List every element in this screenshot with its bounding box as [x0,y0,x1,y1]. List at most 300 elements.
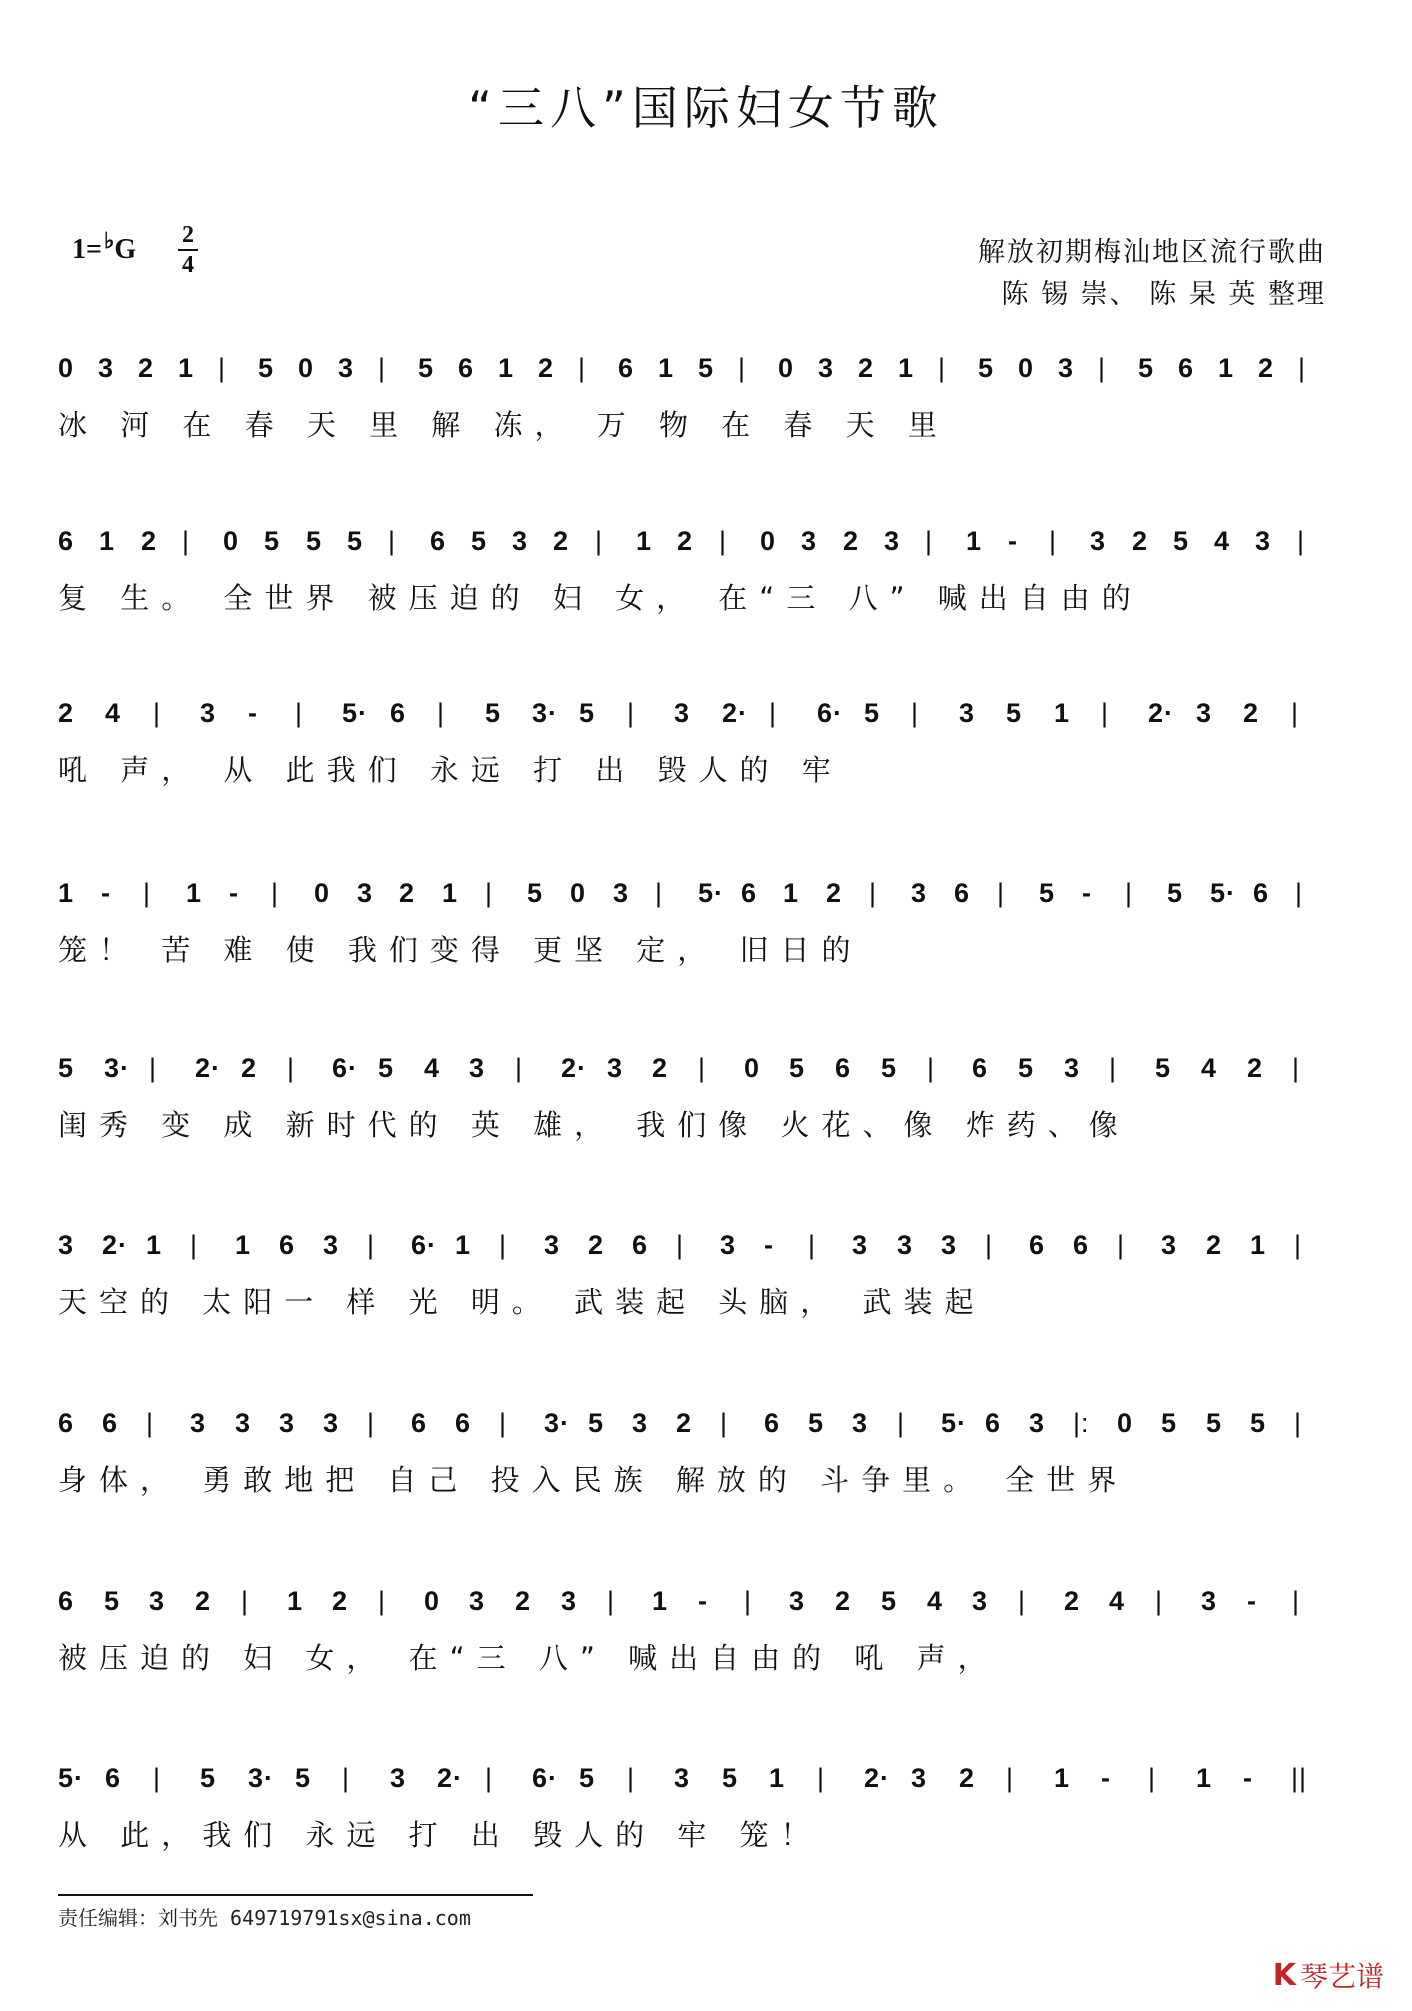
note: 5 [1250,1408,1267,1438]
note: 2 [1132,526,1149,556]
note: 3 [911,1763,928,1793]
flat-sign: ♭ [103,228,115,253]
note: 3 [512,526,529,556]
bar-line: | [627,698,636,728]
note: 2 [332,1586,349,1616]
note: 1 [455,1230,472,1260]
bar-line: | [720,1408,729,1438]
note: 3 [1058,353,1075,383]
bar-line: | [1117,1230,1126,1260]
bar-line: | [897,1408,906,1438]
note: 3 [190,1408,207,1438]
note: 6 [58,1408,75,1438]
key-signature [72,228,136,266]
note: 0 [570,878,587,908]
lyric-line: 从 此，我们 永远 打 出 毁人的 牢 笼！ [58,1818,822,1852]
note: 5 [485,698,502,728]
bar-line: | [869,878,878,908]
note: 6 [411,1408,428,1438]
note: - [764,1230,774,1260]
note: 6 [102,1408,119,1438]
note: 1 [178,353,195,383]
bar-line: | [1297,526,1306,556]
note: 5 [881,1586,898,1616]
notation-line [58,1222,1338,1282]
note: 3 [1201,1586,1218,1616]
note: - [1008,526,1018,556]
note: 6 [618,353,635,383]
note: 1 [1054,1763,1071,1793]
note: 3 [1196,698,1213,728]
bar-line: | [627,1763,636,1793]
bar-line: | [499,1408,508,1438]
bar-line: | [515,1053,524,1083]
note: 0 [1018,353,1035,383]
note: 1 [769,1763,786,1793]
note: 3 [818,353,835,383]
note: 0 [760,526,777,556]
note: 2· [722,698,749,728]
note: 5 [295,1763,312,1793]
note: 3 [607,1053,624,1083]
note: 1 [58,878,75,908]
bar-line: | [1292,1053,1301,1083]
bar-line: | [1101,698,1110,728]
bar-line: | [1155,1586,1164,1616]
note: 5 [1039,878,1056,908]
note: 0 [314,878,331,908]
footer-editor: 责任编辑：刘书先 649719791sx@sina.com [58,1906,471,1930]
note: 2 [677,526,694,556]
note: 3 [1029,1408,1046,1438]
beam-lines [58,1755,1338,1815]
bar-line: | [1006,1763,1015,1793]
note: 2 [538,353,555,383]
note: 2 [835,1586,852,1616]
note: 6 [741,878,758,908]
bar-line: | [719,526,728,556]
bar-line: | [655,878,664,908]
note: 3· [532,698,559,728]
bar-line: | [817,1763,826,1793]
note: 5 [1161,1408,1178,1438]
bar-line: | [367,1230,376,1260]
note: 3 [357,878,374,908]
note: 5 [264,526,281,556]
note: 1 [966,526,983,556]
lyric-line: 闺秀 变 成 新时代的 英 雄， 我们像 火花、像 炸药、像 [58,1108,1130,1142]
note: 1 [1218,353,1235,383]
bar-line: | [378,353,387,383]
note: 5 [306,526,323,556]
note: 5 [1138,353,1155,383]
note: 1 [287,1586,304,1616]
note: 3 [1255,526,1272,556]
note: 5 [789,1053,806,1083]
credit-source: 解放初期梅汕地区流行歌曲 [978,237,1326,268]
note: 3 [200,698,217,728]
note: 6 [972,1053,989,1083]
note: - [1101,1763,1111,1793]
score-row [58,518,1338,628]
note: 4 [1214,526,1231,556]
bar-line: | [1148,1763,1157,1793]
note: 3 [390,1763,407,1793]
note: 3 [789,1586,806,1616]
note: 6 [430,526,447,556]
note: 0 [744,1053,761,1083]
note: 2 [826,878,843,908]
bar-line: | [190,1230,199,1260]
score-row [58,1045,1338,1155]
note: 1 [498,353,515,383]
bar-line: | [271,878,280,908]
time-bottom: 4 [182,252,194,278]
note: 2 [138,353,155,383]
note: 2 [141,526,158,556]
note: 5 [588,1408,605,1438]
note: 5 [471,526,488,556]
note: 3 [852,1408,869,1438]
note: 3 [323,1230,340,1260]
key-tonic: G [114,234,137,265]
bar-line: | [241,1586,250,1616]
notation-line [58,1045,1338,1105]
note: 1 [636,526,653,556]
note: 3 [632,1408,649,1438]
note: 5 [881,1053,898,1083]
bar-line: | [437,698,446,728]
note: 4 [927,1586,944,1616]
note: 3 [897,1230,914,1260]
note: 0 [58,353,75,383]
note: 1 [186,878,203,908]
bar-line: | [997,878,1006,908]
bar-line: | [388,526,397,556]
bar-line: | [367,1408,376,1438]
note: 1 [1250,1230,1267,1260]
note: 0 [298,353,315,383]
key-prefix: 1= [72,234,102,265]
note: 2 [1064,1586,1081,1616]
note: 1 [146,1230,163,1260]
score-row [58,1222,1338,1332]
notation-line [58,870,1338,930]
lyric-line: 被压迫的 妇 女， 在“三 八” 喊出自由的 吼 声， [58,1641,999,1675]
note: 2 [959,1763,976,1793]
footer-rule [58,1894,533,1896]
note: 6 [279,1230,296,1260]
note: 6 [105,1763,122,1793]
bar-line: | [143,878,152,908]
note: 4 [424,1053,441,1083]
note: 2· [561,1053,588,1083]
note: 3 [972,1586,989,1616]
note: 5 [378,1053,395,1083]
note: 3 [941,1230,958,1260]
beam-lines [58,1045,1338,1105]
notation-line [58,1755,1338,1815]
note: 3· [104,1053,131,1083]
notation-line [58,345,1338,405]
note: 3 [911,878,928,908]
note: 3· [248,1763,275,1793]
beam-lines [58,870,1338,930]
note: 3 [674,698,691,728]
note: 2 [843,526,860,556]
bar-line: | [738,353,747,383]
note: 0 [223,526,240,556]
lyric-line: 天空的 太阳一 样 光 明。 武装起 头脑， 武装起 [58,1285,986,1319]
lyric-line: 吼 声， 从 此我们 永远 打 出 毁人的 牢 [58,753,843,787]
note: 1 [783,878,800,908]
note: 6 [764,1408,781,1438]
note: 1 [652,1586,669,1616]
note: 3 [1064,1053,1081,1083]
bar-line: | [1291,698,1300,728]
note: 3 [98,353,115,383]
site-logo [1273,1955,1384,1995]
note: 6 [632,1230,649,1260]
beam-lines [58,518,1338,578]
bar-line: | [1298,353,1307,383]
lyric-line: 冰 河 在 春 天 里 解 冻， 万 物 在 春 天 里 [58,408,949,442]
note: 2 [195,1586,212,1616]
logo-mark: K [1272,1957,1296,1993]
score-row [58,345,1338,455]
note: 3 [338,353,355,383]
note: 2 [1247,1053,1264,1083]
bar-line: |: [1073,1408,1090,1438]
note: - [1082,878,1092,908]
note: 2· [1148,698,1175,728]
note: 1 [1054,698,1071,728]
note: 5· [698,878,725,908]
beam-lines [58,345,1338,405]
bar-line: | [1018,1586,1027,1616]
note: 2 [399,878,416,908]
note: 6 [1073,1230,1090,1260]
bar-line: | [1295,878,1304,908]
note: 2 [58,698,75,728]
note: 5 [418,353,435,383]
note: 5 [579,1763,596,1793]
note: 6 [58,526,75,556]
beam-lines [58,1400,1338,1460]
bar-line: | [485,1763,494,1793]
note: - [248,698,258,728]
note: 2 [1258,353,1275,383]
note: - [101,878,111,908]
bar-line: | [342,1763,351,1793]
note: 5 [698,353,715,383]
bar-line: | [938,353,947,383]
note: 3 [1090,526,1107,556]
note: 3 [544,1230,561,1260]
bar-line: | [149,1053,158,1083]
note: 4 [1109,1586,1126,1616]
bar-line: | [769,698,778,728]
note: 6 [985,1408,1002,1438]
note: 2 [241,1053,258,1083]
note: 0 [424,1586,441,1616]
note: 3 [323,1408,340,1438]
note: 3· [544,1408,571,1438]
bar-line: | [808,1230,817,1260]
note: 3 [674,1763,691,1793]
note: 5 [58,1053,75,1083]
note: 5 [1173,526,1190,556]
note: 3 [561,1586,578,1616]
note: 5 [1167,878,1184,908]
note: 2 [1206,1230,1223,1260]
bar-line: | [499,1230,508,1260]
score-row [58,1755,1338,1865]
bar-line: | [595,526,604,556]
note: 3 [884,526,901,556]
bar-line: | [153,698,162,728]
bar-line: | [607,1586,616,1616]
note: 3 [58,1230,75,1260]
note: 5 [1018,1053,1035,1083]
note: 5 [1155,1053,1172,1083]
note: 6 [390,698,407,728]
note: 3 [852,1230,869,1260]
song-title: “三八”国际妇女节歌 [468,81,944,135]
note: 3 [235,1408,252,1438]
lyric-line: 笼！ 苦 难 使 我们变得 更坚 定， 旧日的 [58,933,863,967]
bar-line: | [1098,353,1107,383]
note: 5 [808,1408,825,1438]
bar-line: | [1294,1230,1303,1260]
note: 5 [722,1763,739,1793]
score-row [58,690,1338,800]
note: 3 [279,1408,296,1438]
notation-line [58,690,1338,750]
note: 4 [105,698,122,728]
note: 0 [778,353,795,383]
bar-line: | [985,1230,994,1260]
score-row [58,1400,1338,1510]
note: 6 [58,1586,75,1616]
note: 5 [1206,1408,1223,1438]
note: 2· [864,1763,891,1793]
logo-text: 琴艺谱 [1299,1960,1384,1993]
beam-lines [58,1578,1338,1638]
note: 3 [1161,1230,1178,1260]
bar-line: | [927,1053,936,1083]
bar-line: | [153,1763,162,1793]
note: 6· [532,1763,559,1793]
bar-line: | [485,878,494,908]
bar-line: | [911,698,920,728]
note: 1 [442,878,459,908]
bar-line: | [744,1586,753,1616]
note: 2 [515,1586,532,1616]
note: 6 [1253,878,1270,908]
lyric-line: 身体， 勇敢地把 自己 投入民族 解放的 斗争里。 全世界 [58,1463,1129,1497]
note: 6· [332,1053,359,1083]
note: 3 [720,1230,737,1260]
note: 5· [342,698,369,728]
note: 3 [149,1586,166,1616]
bar-line: || [1291,1763,1308,1793]
bar-line: | [287,1053,296,1083]
bar-line: | [1294,1408,1303,1438]
note: 6 [458,353,475,383]
bar-line: | [295,698,304,728]
notation-line [58,1578,1338,1638]
bar-line: | [378,1586,387,1616]
note: 2· [195,1053,222,1083]
note: 2 [1243,698,1260,728]
note: 6 [835,1053,852,1083]
credit-arranger: 陈 锡 崇、 陈 杲 英 整理 [1001,279,1326,310]
note: 5· [941,1408,968,1438]
note: 2 [588,1230,605,1260]
note: 2 [553,526,570,556]
note: - [1243,1763,1253,1793]
note: 5 [347,526,364,556]
bar-line: | [218,353,227,383]
beam-lines [58,690,1338,750]
note: 3 [801,526,818,556]
bar-line: | [925,526,934,556]
bar-line: | [146,1408,155,1438]
note: 2· [437,1763,464,1793]
note: 5 [978,353,995,383]
note: 5· [58,1763,85,1793]
bar-line: | [182,526,191,556]
bar-line: | [676,1230,685,1260]
lyric-line: 复 生。 全世界 被压迫的 妇 女， 在“三 八” 喊出自由的 [58,581,1143,615]
note: 5 [527,878,544,908]
note: 6 [954,878,971,908]
note: 3 [959,698,976,728]
note: 5· [1210,878,1237,908]
bar-line: | [1292,1586,1301,1616]
score-row [58,1578,1338,1688]
note: 3 [469,1053,486,1083]
note: 5 [579,698,596,728]
time-top: 2 [182,222,194,248]
bar-line: | [1049,526,1058,556]
time-signature [178,222,198,278]
note: - [1247,1586,1257,1616]
note: 5 [200,1763,217,1793]
note: 2 [652,1053,669,1083]
note: 6 [1178,353,1195,383]
note: 2 [858,353,875,383]
note: 5 [258,353,275,383]
note: 0 [1117,1408,1134,1438]
note: 5 [1006,698,1023,728]
note: 3 [469,1586,486,1616]
note: - [698,1586,708,1616]
bar-line: | [1109,1053,1118,1083]
note: 2 [676,1408,693,1438]
note: 1 [235,1230,252,1260]
note: 2· [102,1230,129,1260]
score-row [58,870,1338,980]
note: 6 [1029,1230,1046,1260]
note: 6 [455,1408,472,1438]
note: 5 [104,1586,121,1616]
note: 1 [658,353,675,383]
bar-line: | [698,1053,707,1083]
note: 4 [1201,1053,1218,1083]
note: - [229,878,239,908]
